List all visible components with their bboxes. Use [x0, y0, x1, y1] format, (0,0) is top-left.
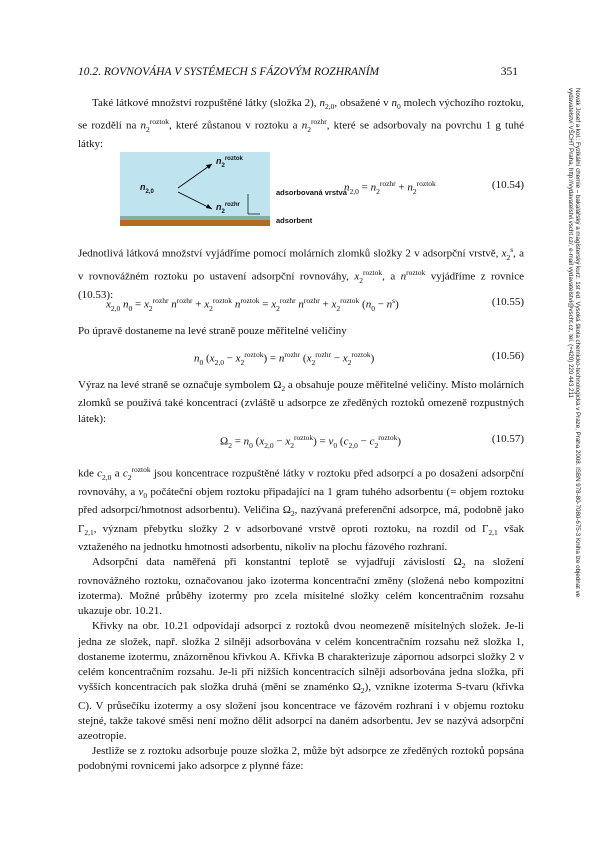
- equation-10-57-number: (10.57): [491, 433, 524, 445]
- side-citation-text: Novák Josef a kol.: Fyzikální chemie – bakalářský a magisterský kurz. 1st ed. Vysoká škola chemicko-technologická v Praze, Praha 2008. ISBN 978-80-7080-675-3 Kniha lze objednat ve vydavatelství VŠCHT Praha, http://vydavatelstvi.vscht.cz/, e-mail vydavatelstvi@vscht.cz, tel. (+420) 220 443 211: [567, 88, 581, 598]
- adsorbed-layer-label: adsorbovaná vrstva: [276, 188, 347, 197]
- n2-rozhr-label: $n_2^{rozhr}$: [216, 202, 240, 215]
- paragraph-5-text: kde $c_{2,0}$ a $c_2^{roztok}$ jsou koncentrace rozpuštěné látky v roztoku před adsorpcí a po dosažení adsorpční rovnováhy, a $v_0$ počáteční objem roztoku připadající na 1 gram tuhého adsorbentu (= objem roztoku před adsorpcí/hmotnost adsorbentu). Veličina $\Omega_2$, nazývaná preferenční adsorpce, má, podobně jako $\Gamma_{2,1}$, význam přebytku složky 2 v adsorbované vrstvě oproti roztoku, na rozdíl od $\Gamma_{2,1}$ však vztaženého na jednotku hmotnosti adsorbentu, nikoliv na plochu fázového rozhraní.: [78, 465, 524, 554]
- equation-10-55-expr: $x_{2,0}$ $n_0 = x_2^{rozhr}$ $n^{rozhr} + x_2^{roztok}$ $n^{roztok} = x_2^{rozhr}$ $n^{rozhr} + x_2^{roztok}$ $(n_0 - n^s)$: [106, 296, 399, 313]
- paragraph-2: [78, 242, 524, 303]
- paragraph-5: [78, 462, 524, 775]
- equation-10-56-expr: $n_0$ $(x_{2,0} - x_2^{roztok}) = n^{rozhr}$ $(x_2^{rozhr} - x_2^{roztok})$: [194, 350, 375, 367]
- paragraph-7-text: Křivky na obr. 10.21 odpovídají adsorpci z roztoků dvou neomezeně mísitelných složek. Je-li jedna ze složek, např. složka 2 silněji adsorbována v celém koncentračním rozsahu než složka 1, dostaneme izotermu, znázorněnou křivkou A. Křivka B charakterizuje zápornou adsorpci složky 2 v celém koncentračním rozsahu. Je-li při nižších koncentracích silněji adsorbována jedna složka, při vyšších koncentracích pak složka druhá (mění se znaménko $\Omega_2$), vznikne izoterma S-tvaru (křivka C). V průsečíku izotermy a osy složení jsou koncentrace ve fázovém rozhraní i v objemu roztoku stejné, takže takové směsi není možno dělit adsorpcí na daném adsorbentu. Jev se nazývá adsorpční azeotropie.: [78, 620, 525, 743]
- equation-10-57-expr: $\Omega_2 = n_0$ $(x_{2,0} - x_2^{roztok}) = v_0$ $(c_{2,0} - c_2^{roztok})$: [220, 433, 402, 450]
- intro-text: Také látkové množství rozpuštěné látky (složka 2), $n_{2,0}$, obsažené v $n_0$ molech výchozího roztoku, se rozdělí na $n_2^{roztok}$, které zůstanou v roztoku a $n_2^{rozhr}$, které se adsorbovaly na povrchu 1 g tuhé látky:: [78, 97, 524, 151]
- equation-10-54: [78, 179, 524, 197]
- n2-roztok-label: $n_2^{roztok}$: [216, 156, 243, 169]
- equation-10-55-number: (10.55): [491, 296, 524, 308]
- equation-10-57: [78, 433, 524, 451]
- paragraph-2-text: Jednotlivá látková množství vyjádříme pomocí molárních zlomků složky 2 v adsorpční vrstvě, $x_2^s$, a v rovnovážném roztoku po ustavení adsorpční rovnováhy, $x_2^{roztok}$, a $n^{roztok}$ vyjádříme z rovnice (10.53):: [78, 245, 524, 302]
- side-citation: [567, 88, 581, 608]
- paragraph-3: [78, 324, 524, 339]
- page-number: 351: [500, 66, 518, 78]
- adsorbent-label: adsorbent: [276, 216, 313, 225]
- paragraph-8-text: Jestliže se z roztoku adsorbuje pouze složka 2, může být adsorpce ze zředěných roztoků popsána podobnými rovnicemi jako adsorpce z plynné fáze:: [78, 745, 524, 773]
- paragraph-6-text: Adsorpční data naměřená při konstantní teplotě se vyjadřují závislostí $\Omega_2$ na složení rovnovážného roztoku, označovanou jako izoterma koncentrační změny (složená nebo kompozitní izoterma). Možné průběhy izotermy pro zcela mísitelné složky celém koncentračním rozsahu ukazuje obr. 10.21.: [78, 556, 525, 618]
- paragraph-4: [78, 378, 524, 427]
- paragraph-3-text: Po úpravě dostaneme na levé straně pouze měřitelné veličiny: [78, 325, 347, 337]
- equation-10-54-expr: $n_{2,0} = n_2^{rozhr} + n_2^{roztok}$: [344, 179, 436, 196]
- equation-10-56: [78, 350, 524, 368]
- equation-10-54-number: (10.54): [491, 179, 524, 191]
- equation-10-55: [78, 296, 524, 314]
- equation-10-56-number: (10.56): [491, 350, 524, 362]
- page-header: [78, 66, 518, 82]
- chapter-title: 10.2. ROVNOVÁHA V SYSTÉMECH S FÁZOVÝM ROZHRANÍM: [78, 66, 380, 78]
- intro-paragraph: [78, 96, 524, 153]
- paragraph-4-text: Výraz na levé straně se označuje symbolem $\Omega_2$ a obsahuje pouze měřitelné veličiny. Místo molárních zlomků se používá také koncentrací (zvláště u adsorpce ze zředěných roztoků omezeně rozpustných látek):: [78, 379, 524, 425]
- n20-label: $n_{2,0}$: [140, 182, 154, 195]
